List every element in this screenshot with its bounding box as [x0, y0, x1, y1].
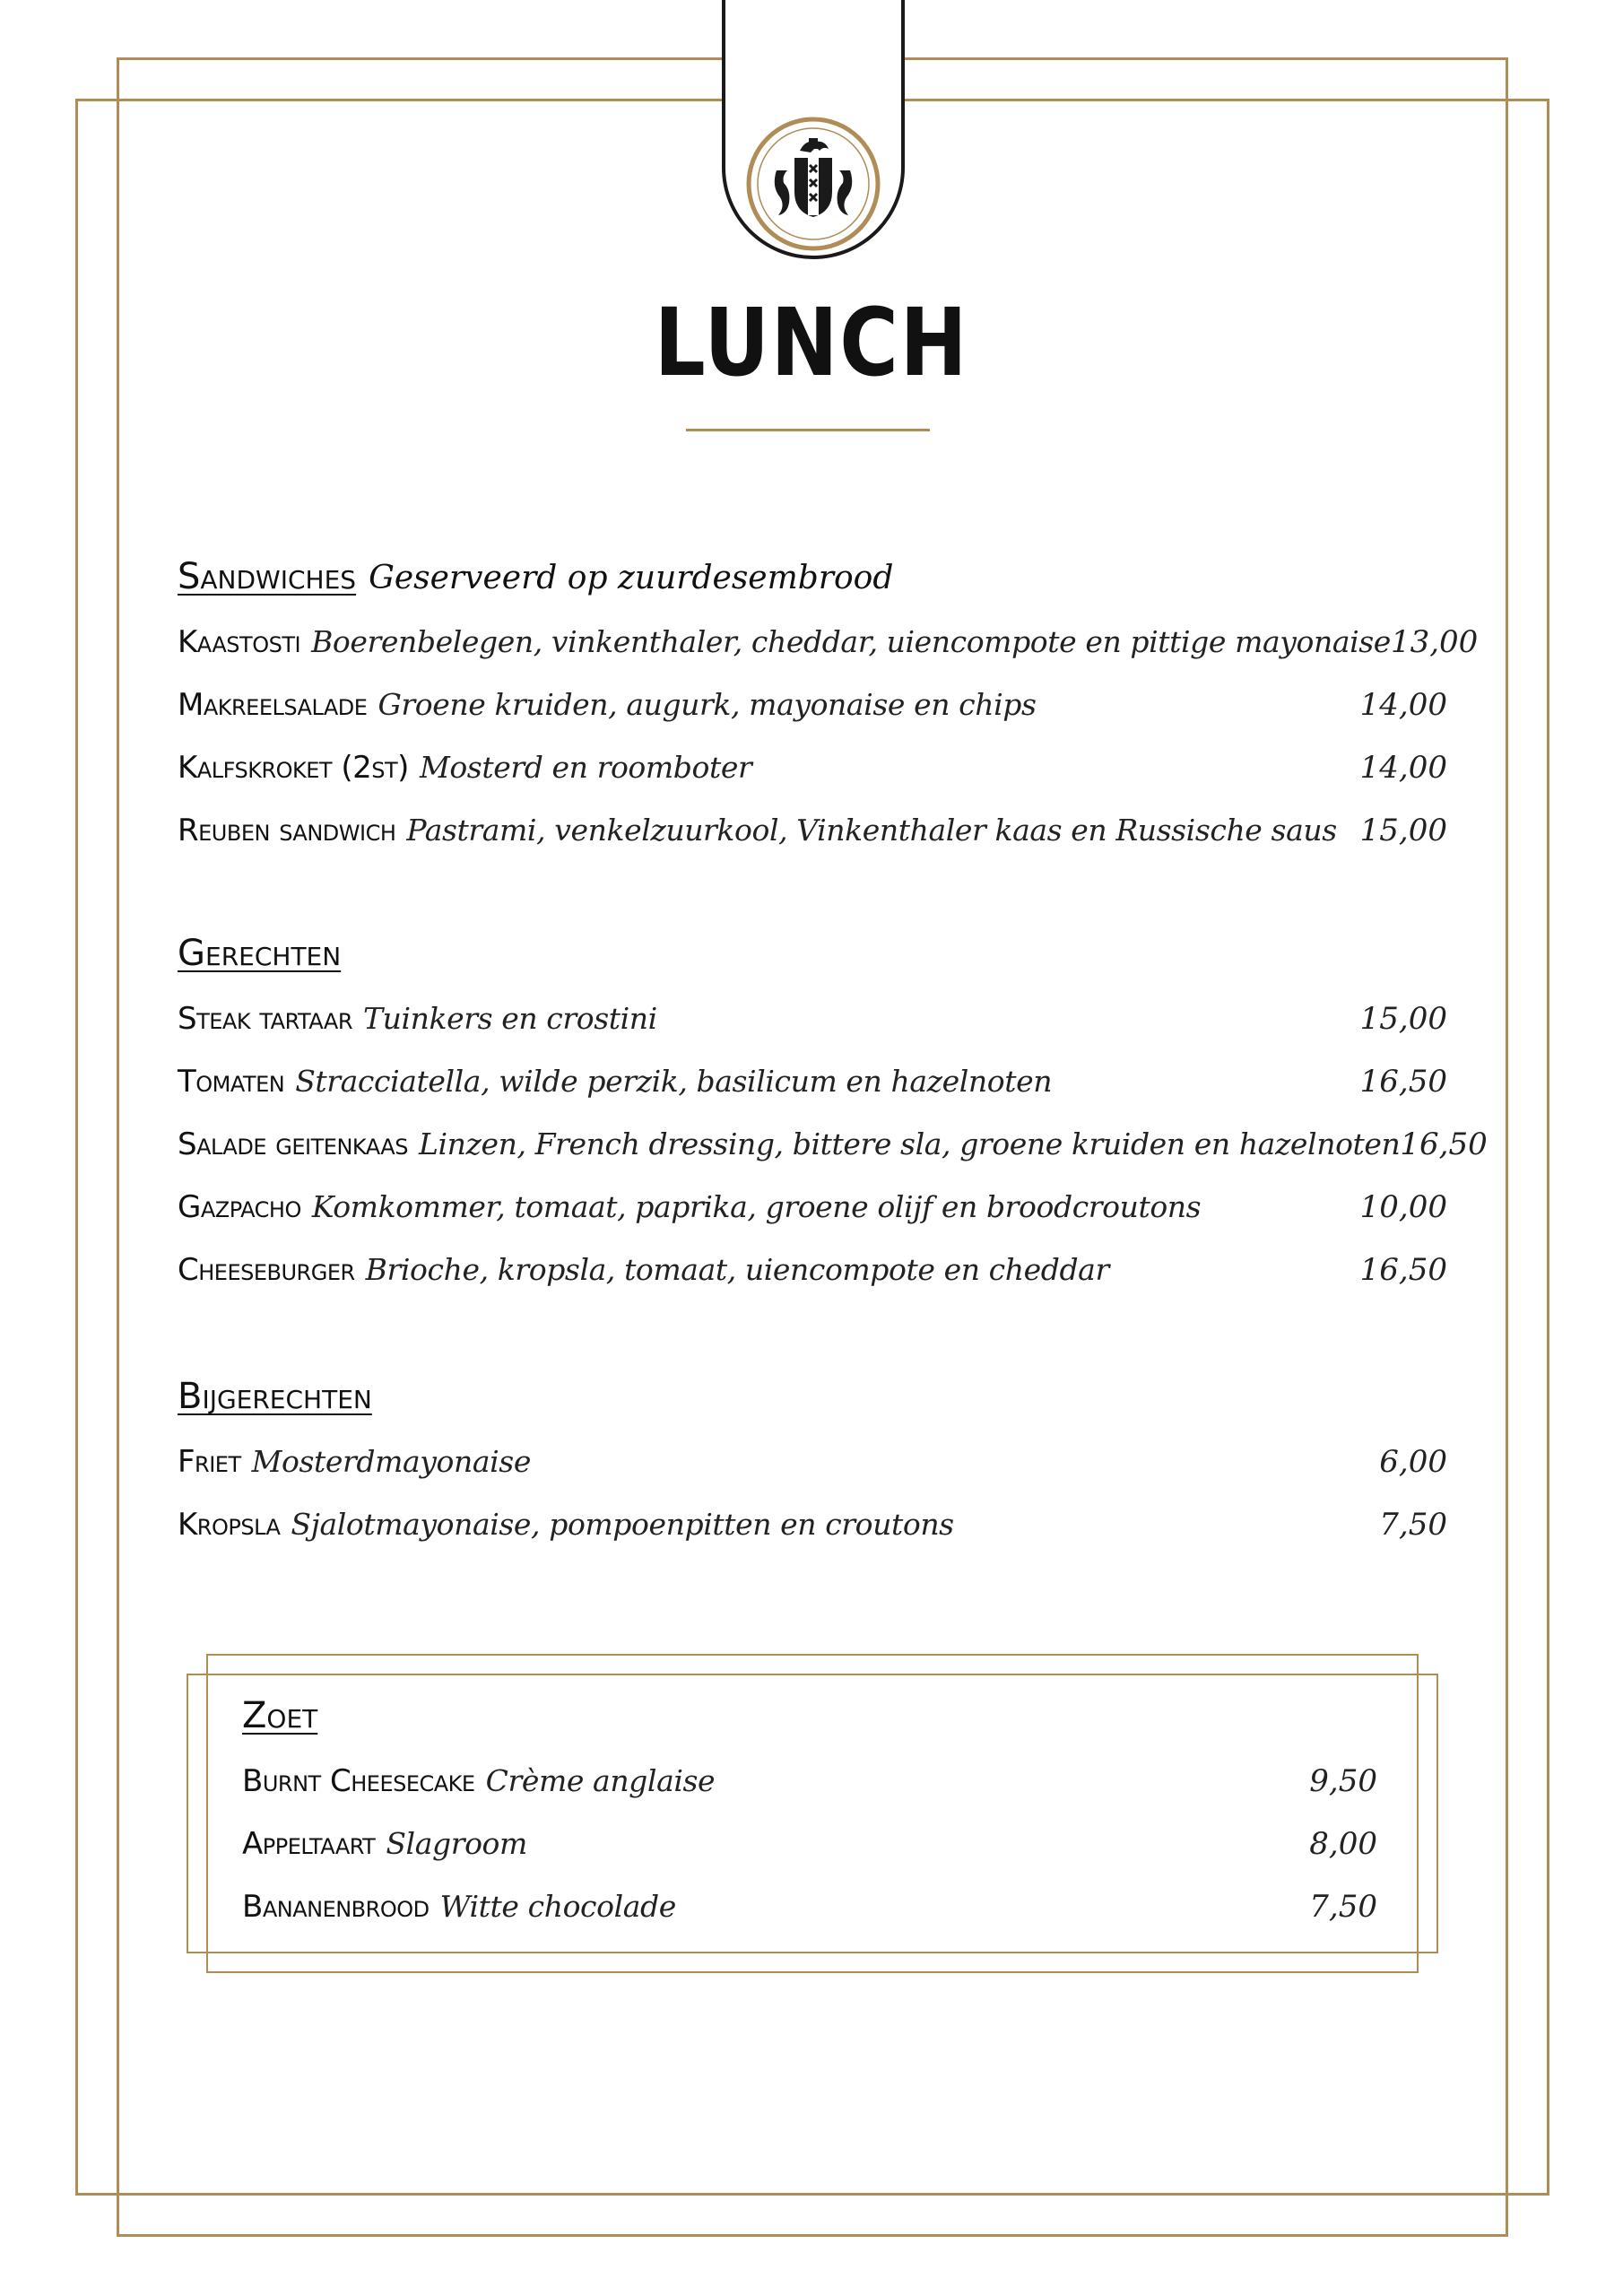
- item-name: Reuben sandwich: [178, 813, 396, 848]
- item-name: Kropsla: [178, 1507, 281, 1543]
- item-price: 14,00: [1359, 750, 1447, 786]
- item-description: Brioche, kropsla, tomaat, uiencompote en cheddar: [365, 1252, 1109, 1287]
- item-price: 16,50: [1359, 1064, 1447, 1100]
- item-name: Kaastosti: [178, 624, 301, 660]
- item-name: Friet: [178, 1444, 241, 1480]
- menu-item: [178, 1001, 1447, 1048]
- menu-item: [178, 687, 1447, 734]
- item-name: Steak tartaar: [178, 1001, 352, 1037]
- item-name: Tomaten: [178, 1064, 285, 1100]
- item-price: 10,00: [1359, 1189, 1447, 1225]
- item-name: Gazpacho: [178, 1189, 301, 1225]
- item-description: Pastrami, venkelzuurkool, Vinkenthaler kaas en Russische saus: [406, 813, 1337, 848]
- section-subtitle: Geserveerd op zuurdesembrood: [369, 560, 894, 596]
- menu-item: [178, 1189, 1447, 1236]
- item-name: Bananenbrood: [242, 1889, 430, 1925]
- amsterdam-coat-of-arms-icon: [744, 115, 882, 253]
- menu-item: [178, 624, 1479, 671]
- section-title: Bijgerechten: [178, 1376, 372, 1417]
- item-name: Makreelsalade: [178, 687, 368, 723]
- section-heading-gerechten: [178, 933, 341, 974]
- menu-item: [178, 813, 1447, 859]
- menu-item: [178, 1252, 1447, 1299]
- item-price: 16,50: [1359, 1252, 1447, 1288]
- item-name: Burnt Cheesecake: [242, 1763, 475, 1799]
- item-price: 7,50: [1309, 1889, 1377, 1925]
- section-heading-sandwiches: [178, 556, 893, 597]
- section-title: Sandwiches: [178, 556, 357, 597]
- item-description: Crème anglaise: [485, 1763, 716, 1798]
- item-description: Stracciatella, wilde perzik, basilicum en hazelnoten: [295, 1064, 1053, 1099]
- item-price: 8,00: [1309, 1826, 1377, 1862]
- section-title: Zoet: [242, 1695, 318, 1736]
- title-divider: [686, 429, 930, 431]
- menu-item: [242, 1889, 1377, 1935]
- item-price: 9,50: [1309, 1763, 1377, 1799]
- menu-item: [242, 1826, 1377, 1873]
- item-price: 15,00: [1359, 1001, 1447, 1037]
- section-heading-zoet: [242, 1695, 317, 1736]
- item-description: Groene kruiden, augurk, mayonaise en chips: [378, 687, 1037, 722]
- menu-item: [178, 1444, 1447, 1491]
- item-description: Linzen, French dressing, bittere sla, groene kruiden en hazelnoten: [418, 1126, 1401, 1161]
- item-description: Mosterd en roomboter: [419, 750, 752, 785]
- item-description: Tuinkers en crostini: [363, 1001, 657, 1036]
- item-price: 6,00: [1379, 1444, 1447, 1480]
- page-title: LUNCH: [654, 288, 969, 397]
- menu-item: [178, 1507, 1447, 1553]
- item-description: Witte chocolade: [439, 1889, 676, 1924]
- section-title: Gerechten: [178, 933, 342, 974]
- section-heading-bijgerechten: [178, 1376, 372, 1417]
- item-description: Komkommer, tomaat, paprika, groene olijf en broodcroutons: [311, 1189, 1202, 1224]
- item-name: Cheeseburger: [178, 1252, 355, 1288]
- item-name: Salade geitenkaas: [178, 1126, 408, 1162]
- item-price: 15,00: [1359, 813, 1447, 848]
- item-description: Sjalotmayonaise, pompoenpitten en croutons: [291, 1507, 954, 1542]
- menu-item: [178, 1126, 1488, 1173]
- item-description: Slagroom: [386, 1826, 527, 1861]
- menu-item: [178, 1064, 1447, 1110]
- item-description: Boerenbelegen, vinkenthaler, cheddar, uiencompote en pittige mayonaise: [311, 624, 1391, 659]
- item-price: 7,50: [1379, 1507, 1447, 1543]
- item-name: Appeltaart: [242, 1826, 376, 1862]
- item-name: Kalfskroket (2st): [178, 750, 409, 786]
- item-description: Mosterdmayonaise: [251, 1444, 531, 1479]
- item-price: 14,00: [1359, 687, 1447, 723]
- menu-item: [178, 750, 1447, 796]
- item-price: 16,50: [1400, 1126, 1488, 1162]
- menu-item: [242, 1763, 1377, 1810]
- item-price: 13,00: [1390, 624, 1479, 660]
